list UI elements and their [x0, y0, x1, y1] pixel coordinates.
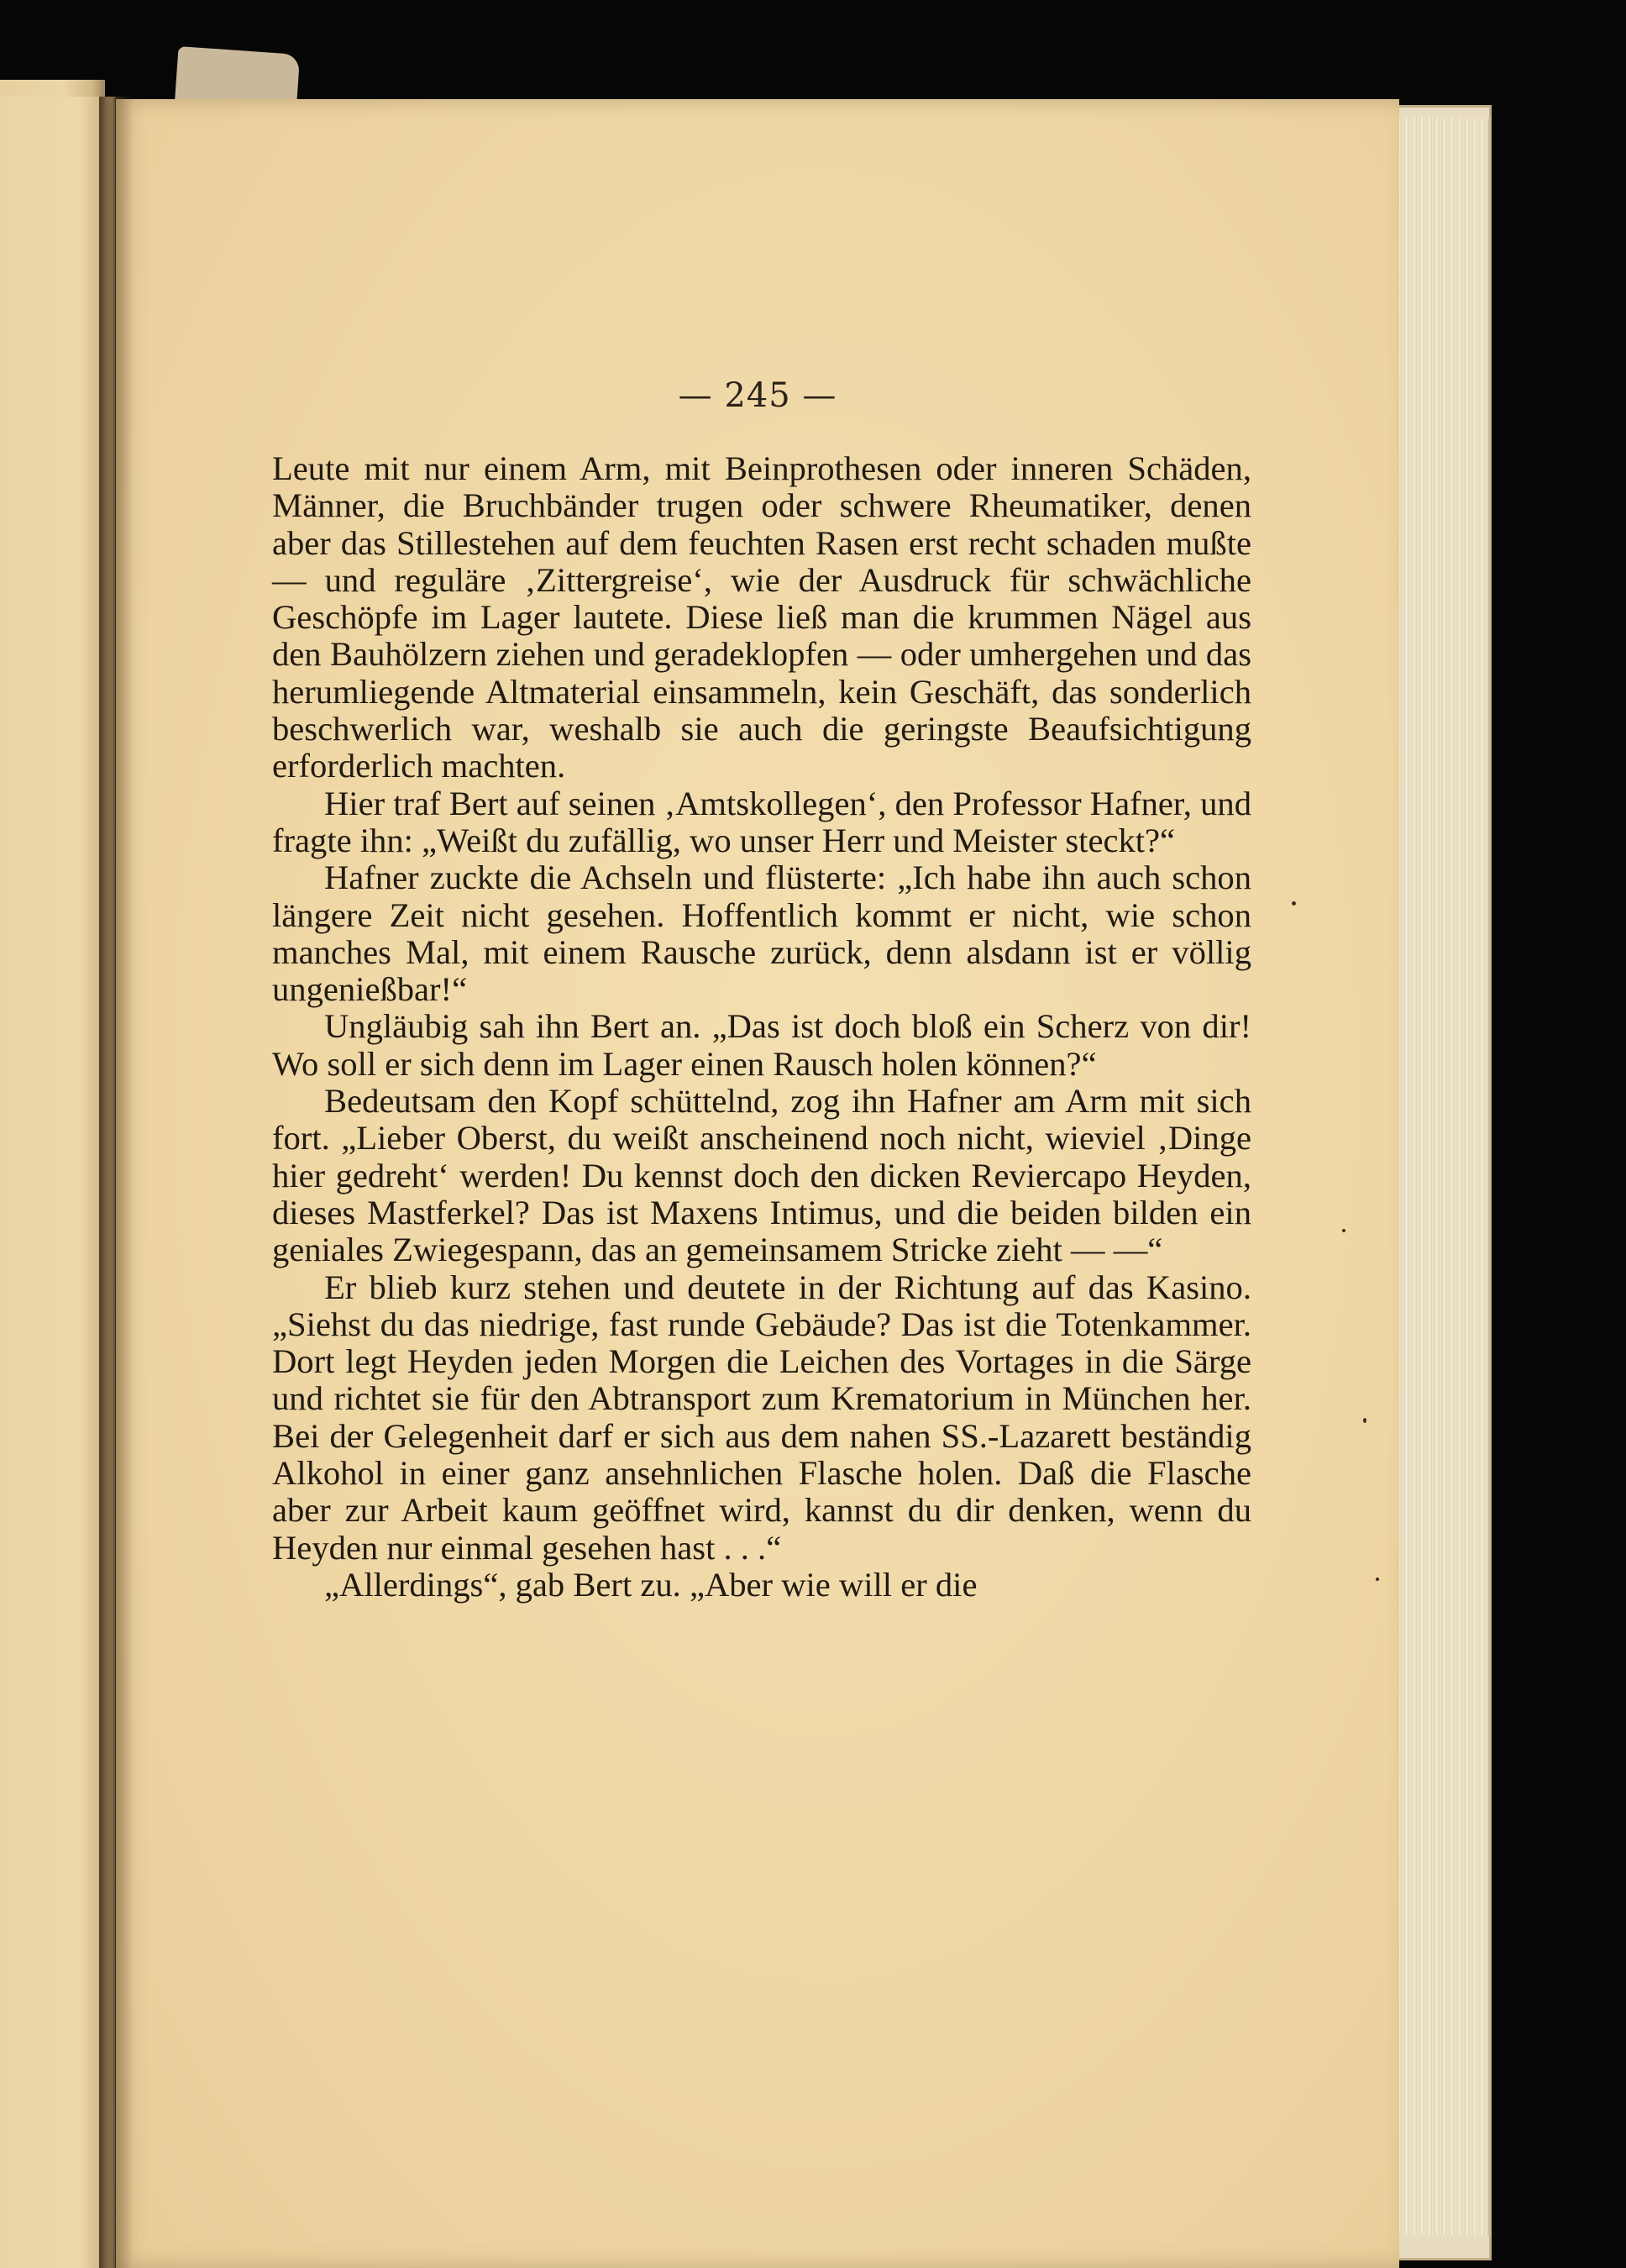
paragraph-4: Ungläubig sah ihn Bert an. „Das ist doch bloß ein Scherz von dir! Wo soll er sich denn im Lager einen Rausch holen können?“ — [272, 1007, 1251, 1083]
paper-speck — [1363, 1418, 1366, 1423]
book-page — [116, 99, 1399, 2268]
paper-speck — [1292, 901, 1296, 906]
paper-speck — [1376, 1578, 1379, 1581]
page-text — [272, 450, 1251, 1604]
paragraph-3: Hafner zuckte die Achseln und flüsterte: „Ich habe ihn auch schon längere Zeit nicht gesehen. Hoffentlich kommt er nicht, wie schon manches Mal, mit einem Rausche zurück, denn alsdann ist er völlig ungenießbar!“ — [272, 858, 1251, 1009]
paragraph-1: Leute mit nur einem Arm, mit Beinprothesen oder inneren Schäden, Männer, die Bruchbänder trugen oder schwere Rheumatiker, denen aber das Stillestehen auf dem feuchten Rasen erst recht schaden mußte — und reguläre ‚Zittergreise‘, wie der Ausdruck für schwächliche Geschöpfe im Lager lautete. Diese ließ man die krummen Nägel aus den Bauhölzern ziehen und geradeklopfen — oder umhergehen und das herumliegende Altmaterial einsammeln, kein Geschäft, das sonderlich beschwerlich war, weshalb sie auch die geringste Beaufsichtigung erforderlich machten. — [272, 449, 1251, 785]
page-number: — 245 — — [678, 376, 837, 415]
previous-page-edge — [0, 97, 115, 2268]
paragraph-5: Bedeutsam den Kopf schüttelnd, zog ihn Hafner am Arm mit sich fort. „Lieber Oberst, du weißt anscheinend noch nicht, wieviel ‚Dinge hier gedreht‘ werden! Du kennst doch den dicken Reviercapo Heyden, dieses Mastferkel? Das ist Maxens Intimus, und die beiden bilden ein geniales Zwiegespann, das an gemeinsamem Stricke zieht — —“ — [272, 1082, 1251, 1269]
paragraph-2: Hier traf Bert auf seinen ‚Amtskollegen‘, den Professor Hafner, und fragte ihn: „Weißt du zufällig, wo unser Herr und Meister steckt?“ — [272, 784, 1251, 859]
paper-speck — [1342, 1229, 1345, 1232]
gutter-shadow — [99, 97, 133, 2268]
paragraph-6: Er blieb kurz stehen und deutete in der Richtung auf das Kasino. „Siehst du das niedrige, fast runde Gebäude? Das ist die Totenkammer. Dort legt Heyden jeden Morgen die Leichen des Vortages in die Särge und richtet sie für den Abtransport zum Krematorium in München her. Bei der Gelegenheit darf er sich aus dem nahen SS.-Lazarett beständig Alkohol in einer ganz ansehnlichen Flasche holen. Daß die Flasche aber zur Arbeit kaum geöffnet wird, kannst du dir denken, wenn du Heyden nur einmal gesehen hast . . .“ — [272, 1268, 1251, 1567]
paragraph-7: „Allerdings“, gab Bert zu. „Aber wie will er die — [324, 1565, 978, 1604]
